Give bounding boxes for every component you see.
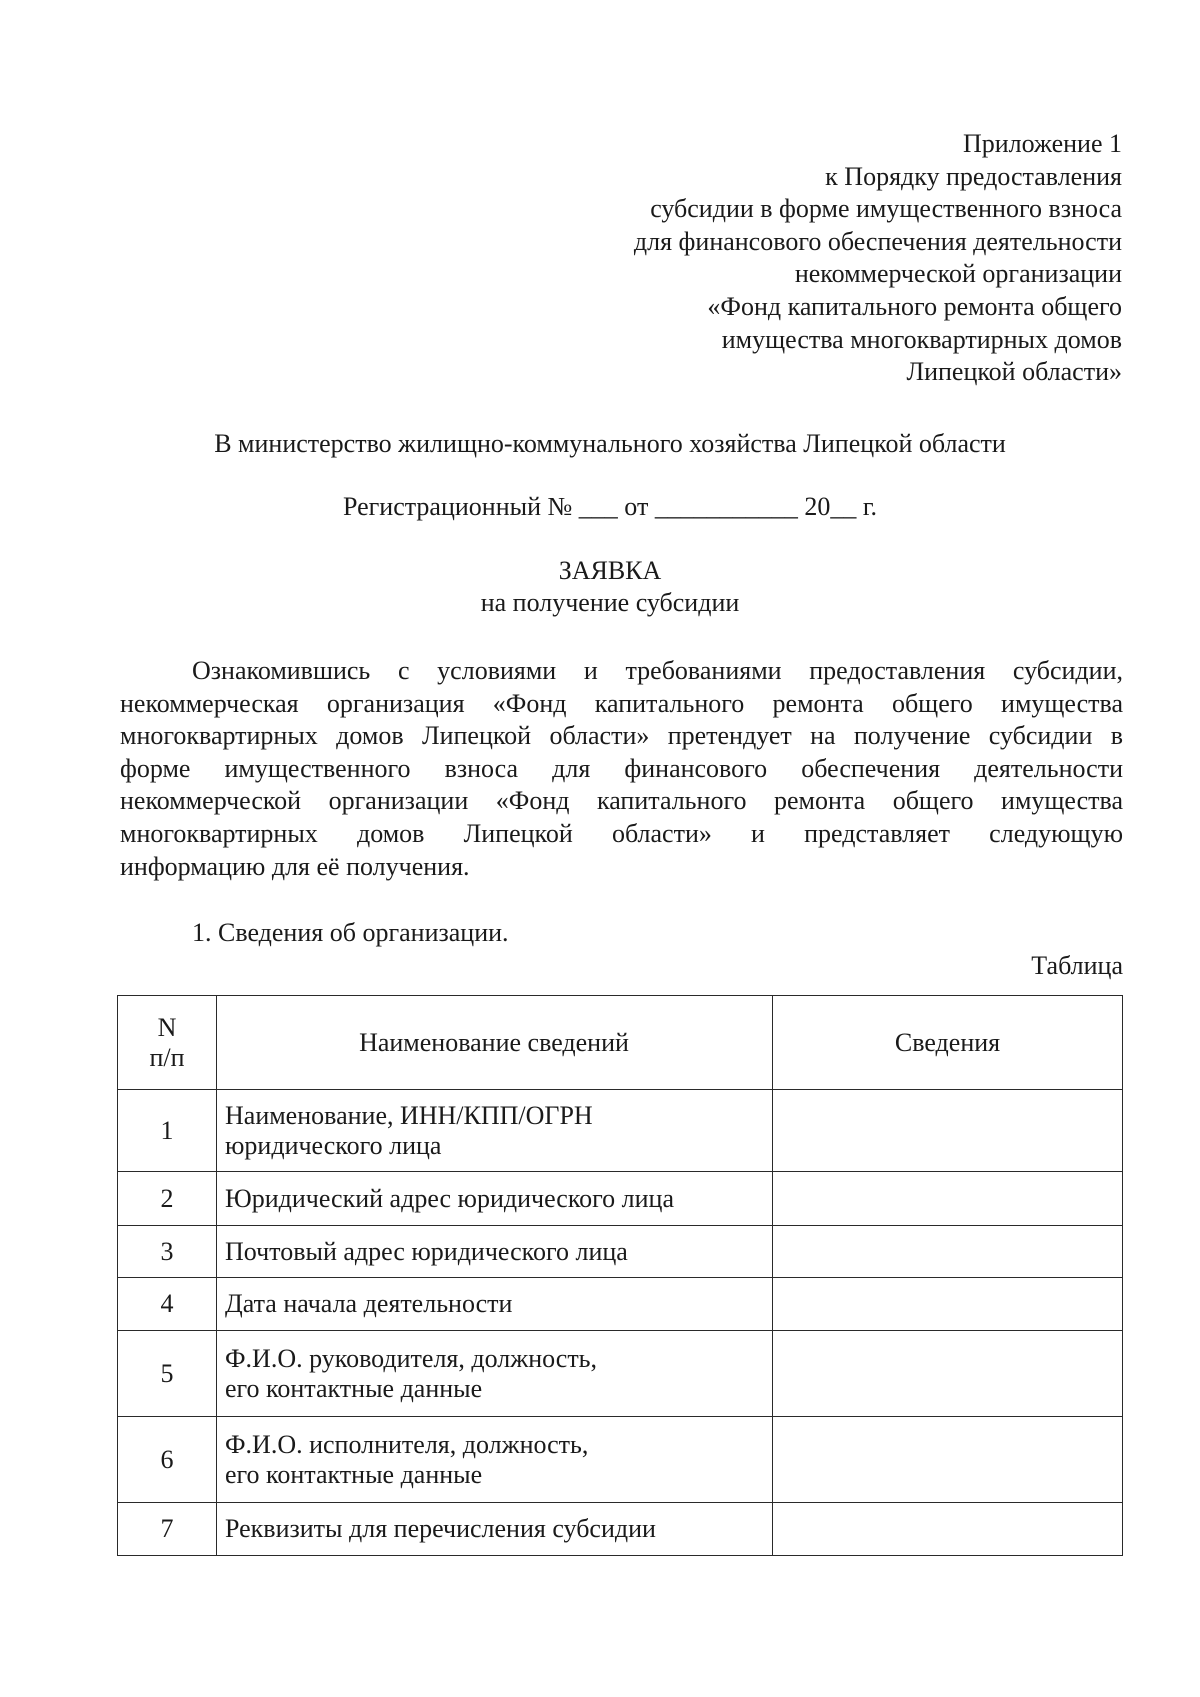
row-name-line: Ф.И.О. исполнителя, должность, xyxy=(225,1429,589,1459)
appendix-line: к Порядку предоставления xyxy=(825,161,1122,191)
paragraph-line: информацию для её получения. xyxy=(120,851,470,881)
row-name xyxy=(217,1417,773,1503)
paragraph-line: некоммерческой организации «Фонд капитального ремонта общего имущества xyxy=(120,786,1123,816)
row-number: 3 xyxy=(118,1226,217,1278)
table-row xyxy=(118,1331,1123,1417)
appendix-line: «Фонд капитального ремонта общего xyxy=(707,291,1122,321)
row-name xyxy=(217,1090,773,1172)
table-row xyxy=(118,1417,1123,1503)
paragraph-line: некоммерческая организация «Фонд капитального ремонта общего имущества xyxy=(120,688,1123,718)
row-name-line: юридического лица xyxy=(225,1130,442,1160)
table-row xyxy=(118,1503,1123,1556)
header-number xyxy=(118,996,217,1090)
table-row xyxy=(118,1090,1123,1172)
header-number-line: N xyxy=(157,1012,177,1042)
header-name: Наименование сведений xyxy=(217,996,773,1090)
organization-info-table xyxy=(117,995,1123,1556)
row-number: 5 xyxy=(118,1331,217,1417)
section-heading: 1. Сведения об организации. xyxy=(192,918,509,947)
appendix-line: Приложение 1 xyxy=(962,129,1122,158)
appendix-line: имущества многоквартирных домов xyxy=(721,324,1122,354)
appendix-line: для финансового обеспечения деятельности xyxy=(633,226,1122,256)
row-value-cell[interactable] xyxy=(773,1503,1123,1556)
row-number: 4 xyxy=(118,1278,217,1331)
row-name-line: Наименование, ИНН/КПП/ОГРН xyxy=(225,1100,593,1130)
table-row xyxy=(118,1226,1123,1278)
row-value-cell[interactable] xyxy=(773,1090,1123,1172)
registration-line: Регистрационный № ___ от ___________ 20__ г. xyxy=(342,492,878,521)
row-number: 6 xyxy=(118,1417,217,1503)
table-row xyxy=(118,1172,1123,1226)
table-caption: Таблица xyxy=(1031,951,1123,980)
header-value: Сведения xyxy=(773,996,1123,1090)
row-value-cell[interactable] xyxy=(773,1417,1123,1503)
paragraph-line: многоквартирных домов Липецкой области» претендует на получение субсидии в xyxy=(120,721,1123,751)
row-name-line: его контактные данные xyxy=(225,1373,483,1403)
row-number: 2 xyxy=(118,1172,217,1226)
appendix-line: Липецкой области» xyxy=(906,357,1122,387)
row-value-cell[interactable] xyxy=(773,1226,1123,1278)
row-name: Юридический адрес юридического лица xyxy=(217,1172,773,1226)
appendix-line: некоммерческой организации xyxy=(794,259,1122,289)
row-name: Дата начала деятельности xyxy=(217,1278,773,1331)
paragraph-line: многоквартирных домов Липецкой области» и представляет следующую xyxy=(120,818,1123,848)
table-row xyxy=(118,1278,1123,1331)
addressee-line: В министерство жилищно-коммунального хозяйства Липецкой области xyxy=(214,429,1006,458)
paragraph-line: форме имущественного взноса для финансового обеспечения деятельности xyxy=(120,753,1123,783)
header-number-line: п/п xyxy=(149,1042,185,1072)
document-title: ЗАЯВКА xyxy=(558,556,662,585)
row-name xyxy=(217,1331,773,1417)
paragraph-line: Ознакомившись с условиями и требованиями предоставления субсидии, xyxy=(192,656,1123,685)
row-name: Реквизиты для перечисления субсидии xyxy=(217,1503,773,1556)
table-header-row xyxy=(118,996,1123,1090)
row-number: 7 xyxy=(118,1503,217,1556)
intro-paragraph xyxy=(120,655,1123,883)
row-value-cell[interactable] xyxy=(773,1172,1123,1226)
row-value-cell[interactable] xyxy=(773,1278,1123,1331)
appendix-line: субсидии в форме имущественного взноса xyxy=(650,194,1122,224)
appendix-header xyxy=(482,128,1122,389)
row-number: 1 xyxy=(118,1090,217,1172)
row-value-cell[interactable] xyxy=(773,1331,1123,1417)
document-subtitle: на получение субсидии xyxy=(480,588,740,617)
row-name: Почтовый адрес юридического лица xyxy=(217,1226,773,1278)
row-name-line: его контактные данные xyxy=(225,1459,483,1489)
row-name-line: Ф.И.О. руководителя, должность, xyxy=(225,1343,598,1373)
